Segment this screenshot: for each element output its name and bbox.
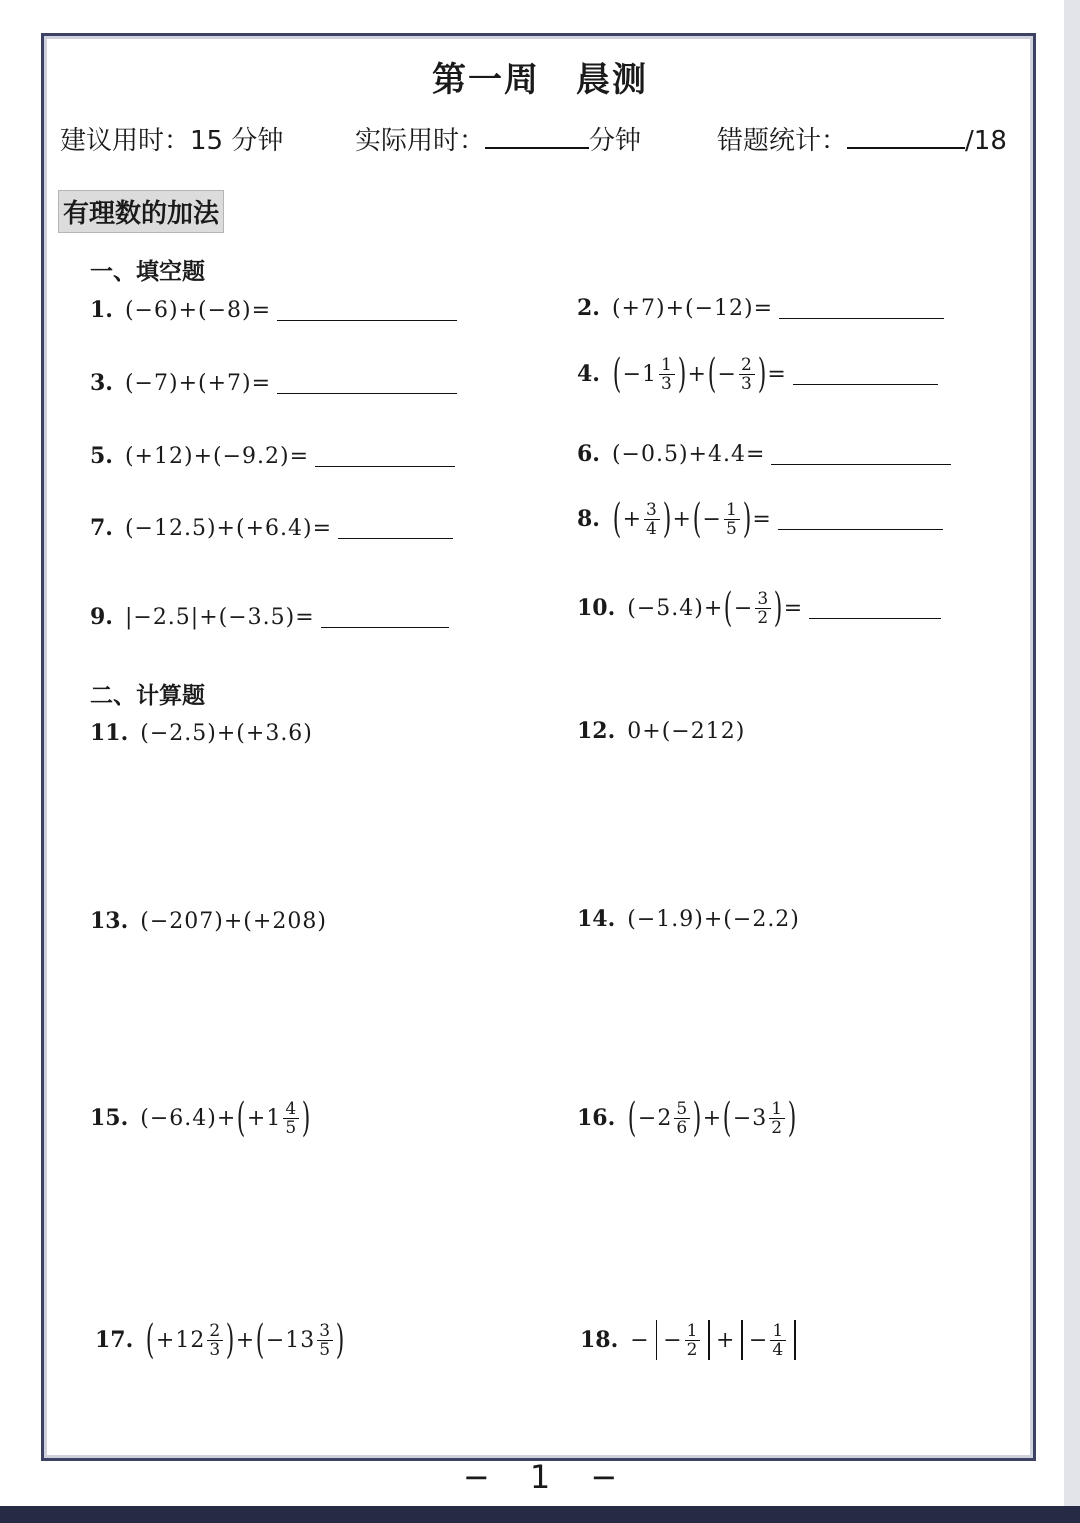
fraction [283, 1100, 299, 1137]
question-number: 10. [577, 595, 616, 621]
sign: + [622, 506, 643, 532]
section-title: 有理数的加法 [58, 190, 224, 233]
question-3 [90, 370, 457, 396]
suggested-time: 建议用时：15 分钟 [60, 126, 284, 156]
part-fill-in: 一、填空题 [90, 259, 205, 285]
fraction [739, 356, 755, 393]
question-expression: (−1.9)+(−2.2) [627, 906, 800, 932]
mixed-number-whole: +1 [246, 1105, 282, 1131]
fraction [755, 590, 771, 627]
abs-bar [708, 1320, 710, 1360]
answer-blank[interactable] [277, 373, 457, 394]
fraction [770, 1322, 786, 1359]
expression-part: (−5.4)+ [627, 595, 724, 621]
fraction [769, 1100, 785, 1137]
numerator: 3 [319, 1320, 332, 1341]
actual-time-blank[interactable] [485, 123, 589, 149]
denominator: 3 [209, 1339, 222, 1360]
question-number: 11. [90, 720, 129, 746]
question-expression: (−6)+(−8)= [124, 297, 272, 323]
question-1 [90, 297, 457, 323]
question-12 [577, 718, 745, 744]
answer-blank[interactable] [338, 518, 453, 539]
question-expression: ( −2 $\frac{5}{6}$ ) + ( −3 $\frac{1}{2}$ ) [628, 1095, 797, 1141]
question-number: 3. [90, 370, 113, 396]
answer-blank[interactable] [771, 444, 951, 465]
numerator: 3 [757, 588, 770, 609]
question-number: 16. [577, 1105, 616, 1131]
question-6 [577, 441, 951, 467]
worksheet-frame [41, 33, 1036, 1461]
question-expression: (+7)+(−12)= [611, 295, 774, 321]
answer-blank[interactable] [779, 298, 944, 319]
worksheet-title: 第一周 晨测 [432, 60, 648, 100]
fraction [685, 1322, 701, 1359]
numerator: 2 [209, 1320, 222, 1341]
sign: − [630, 1327, 650, 1353]
sign: − [717, 361, 737, 387]
question-number: 12. [577, 718, 616, 744]
denominator: 5 [725, 518, 738, 539]
denominator: 2 [757, 607, 770, 628]
answer-blank[interactable] [315, 446, 455, 467]
mixed-number-whole: −1 [622, 361, 658, 387]
answer-blank[interactable] [809, 598, 941, 619]
question-number: 14. [577, 906, 616, 932]
error-count-total: /18 [965, 126, 1007, 156]
question-number: 18. [580, 1327, 619, 1353]
actual-time [355, 120, 641, 157]
answer-blank[interactable] [321, 607, 449, 628]
question-17 [95, 1317, 346, 1363]
question-expression: |−2.5|+(−3.5)= [124, 604, 315, 630]
question-number: 7. [90, 515, 113, 541]
sign: − [702, 506, 722, 532]
fraction [317, 1322, 333, 1359]
fraction [674, 1100, 690, 1137]
question-5 [90, 443, 455, 469]
abs-bar [794, 1320, 796, 1360]
question-expression: (−207)+(+208) [140, 908, 327, 934]
fraction [207, 1322, 223, 1359]
question-18 [580, 1320, 802, 1360]
mixed-number-whole: −13 [265, 1327, 316, 1353]
numerator: 5 [676, 1098, 689, 1119]
mixed-number-whole: −3 [732, 1105, 768, 1131]
numerator: 1 [772, 1320, 785, 1341]
question-expression: ( +12 $\frac{2}{3}$ ) + ( −13 $\frac{3}{5}$ ) [146, 1317, 345, 1363]
question-expression: (−6.4)+ ( +1 $\frac{4}{5}$ ) [140, 1095, 312, 1141]
question-10 [577, 585, 941, 631]
question-expression: (+12)+(−9.2)= [124, 443, 310, 469]
denominator: 4 [646, 518, 658, 539]
question-number: 4. [577, 361, 600, 387]
question-number: 5. [90, 443, 113, 469]
question-2 [577, 295, 944, 321]
denominator: 4 [772, 1339, 785, 1360]
question-number: 17. [95, 1327, 134, 1353]
error-count-blank[interactable] [847, 123, 965, 149]
error-count [717, 120, 1007, 157]
question-number: 9. [90, 604, 113, 630]
question-11 [90, 720, 313, 746]
question-number: 8. [577, 506, 600, 532]
question-expression: (−0.5)+4.4= [611, 441, 766, 467]
denominator: 3 [661, 373, 673, 394]
answer-blank[interactable] [793, 364, 938, 385]
question-expression: (−7)+(+7)= [124, 370, 272, 396]
answer-blank[interactable] [277, 300, 457, 321]
question-4 [577, 351, 938, 397]
sign: − [733, 595, 754, 621]
question-number: 6. [577, 441, 600, 467]
question-expression: 0+(−212) [627, 718, 746, 744]
denominator: 3 [740, 373, 753, 394]
actual-time-unit: 分钟 [589, 126, 642, 156]
question-number: 15. [90, 1105, 129, 1131]
question-16 [577, 1095, 798, 1141]
question-8 [577, 496, 943, 542]
question-expression: (−5.4)+ ( − $\frac{3}{2}$ ) = [627, 585, 804, 631]
part-calculation: 二、计算题 [90, 683, 205, 709]
abs-bar [741, 1320, 743, 1360]
numerator: 3 [646, 499, 658, 520]
denominator: 6 [676, 1117, 689, 1138]
abs-bar [656, 1320, 658, 1360]
error-count-label: 错题统计： [717, 126, 848, 156]
numerator: 4 [285, 1098, 298, 1119]
question-number: 13. [90, 908, 129, 934]
numerator: 1 [661, 354, 673, 375]
question-expression: (−2.5)+(+3.6) [140, 720, 313, 746]
mixed-number-whole: +12 [155, 1327, 206, 1353]
page-bottom-edge [0, 1506, 1080, 1523]
question-13 [90, 908, 327, 934]
answer-blank[interactable] [778, 509, 943, 530]
question-expression: ( −1 $\frac{1}{3}$ ) + ( − $\frac{2}{3}$ ) = [612, 351, 787, 397]
numerator: 2 [740, 354, 753, 375]
page-number: − 1 − [462, 1458, 618, 1496]
expression-part: (−6.4)+ [140, 1105, 237, 1131]
question-9 [90, 604, 449, 630]
actual-time-label: 实际用时： [355, 126, 486, 156]
question-expression: ( + $\frac{3}{4}$ ) + ( − $\frac{1}{5}$ ) = [612, 496, 772, 542]
numerator: 1 [771, 1098, 784, 1119]
denominator: 5 [319, 1339, 332, 1360]
question-15 [90, 1095, 312, 1141]
question-expression: − − $\frac{1}{2}$ + − $\frac{1}{4}$ [630, 1320, 801, 1360]
numerator: 1 [686, 1320, 699, 1341]
fraction [644, 501, 660, 538]
page-edge-shadow [1064, 0, 1080, 1523]
fraction [659, 356, 675, 393]
numerator: 1 [725, 499, 738, 520]
denominator: 5 [285, 1117, 298, 1138]
denominator: 2 [771, 1117, 784, 1138]
question-expression: (−12.5)+(+6.4)= [124, 515, 333, 541]
question-number: 2. [577, 295, 600, 321]
question-7 [90, 515, 453, 541]
fraction [724, 501, 740, 538]
denominator: 2 [686, 1339, 699, 1360]
question-number: 1. [90, 297, 113, 323]
mixed-number-whole: −2 [637, 1105, 673, 1131]
question-14 [577, 906, 800, 932]
